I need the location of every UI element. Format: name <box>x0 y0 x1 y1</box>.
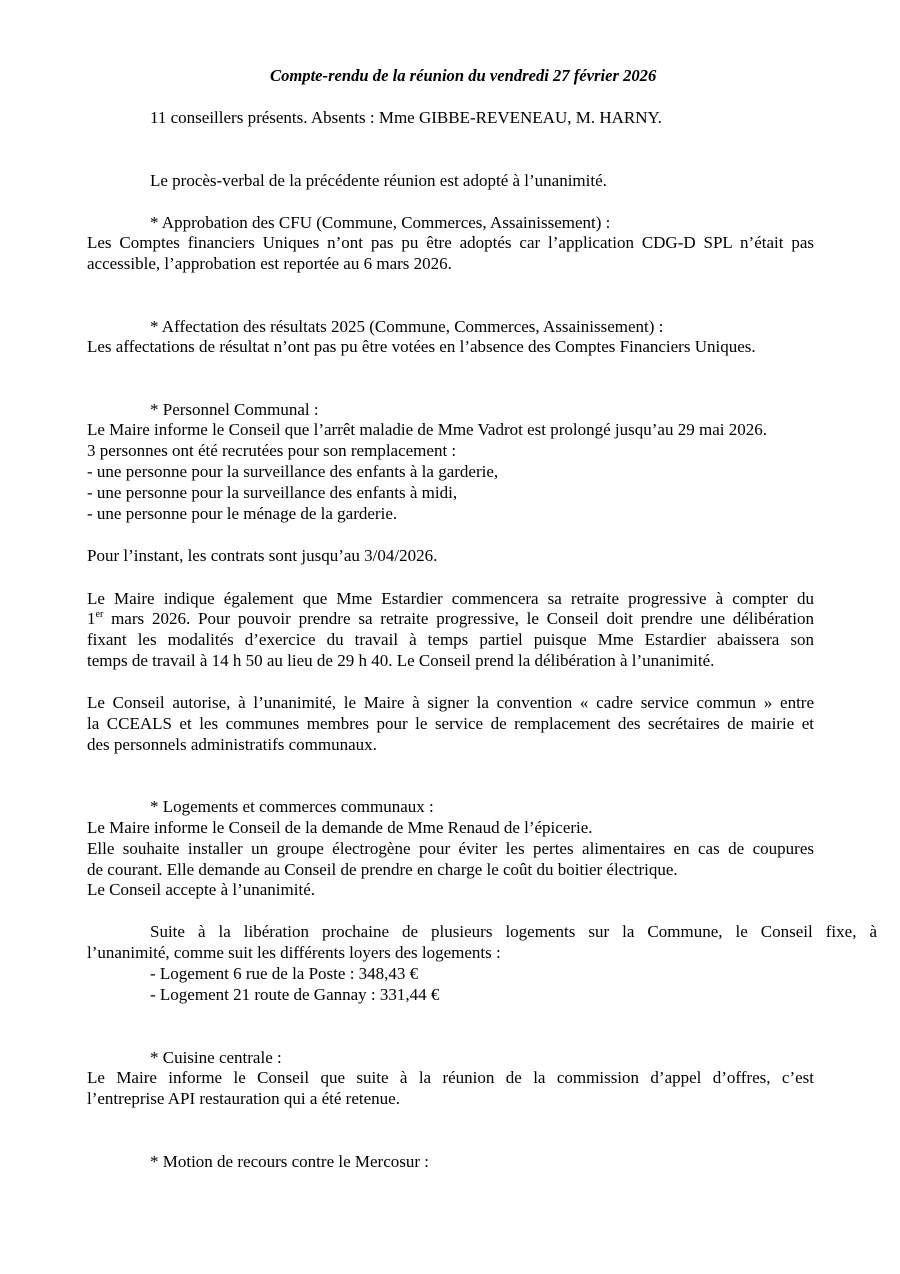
list-item: - une personne pour la surveillance des enfants à la garderie, <box>87 462 499 481</box>
personnel-text-line: 3 personnes ont été recrutées pour son remplacement : <box>87 441 457 460</box>
retirement-date-superscript: er <box>95 609 104 620</box>
cfu-text-line: Les Comptes financiers Uniques n’ont pas pu être adoptés car l’application CDG-D SPL n’était pas <box>87 233 814 252</box>
rent-item: - Logement 21 route de Gannay : 331,44 € <box>150 985 440 1004</box>
rent-text-line: Suite à la libération prochaine de plusieurs logements sur la Commune, le Conseil fixe, à <box>150 922 877 941</box>
convention-text-line: des personnels administratifs communaux. <box>87 735 377 754</box>
minutes-adopted-text: Le procès-verbal de la précédente réunion est adopté à l’unanimité. <box>150 171 607 190</box>
cfu-heading: * Approbation des CFU (Commune, Commerces, Assainissement) : <box>150 213 611 232</box>
personnel-heading: * Personnel Communal : <box>150 400 319 419</box>
kitchen-heading: * Cuisine centrale : <box>150 1048 282 1067</box>
kitchen-text-line: Le Maire informe le Conseil que suite à la réunion de la commission d’appel d’offres, c’est <box>87 1068 814 1087</box>
contracts-text: Pour l’instant, les contrats sont jusqu’au 3/04/2026. <box>87 546 438 565</box>
list-item: - une personne pour la surveillance des enfants à midi, <box>87 483 458 502</box>
retirement-date-day: 1 <box>87 609 96 628</box>
retirement-text-rest: mars 2026. Pour pouvoir prendre sa retraite progressive, le Conseil doit prendre une délibération <box>103 609 814 628</box>
housing-text-line: Elle souhaite installer un groupe électrogène pour éviter les pertes alimentaires en cas de coupures <box>87 839 814 858</box>
housing-heading: * Logements et commerces communaux : <box>150 797 434 816</box>
convention-text-line: Le Conseil autorise, à l’unanimité, le Maire à signer la convention « cadre service commun » entre <box>87 693 814 712</box>
cfu-text-line: accessible, l’approbation est reportée au 6 mars 2026. <box>87 254 452 273</box>
page-title: Compte-rendu de la réunion du vendredi 27 février 2026 <box>270 66 657 85</box>
retirement-text-line: fixant les modalités d’exercice du travail à temps partiel puisque Mme Estardier abaissera son <box>87 630 814 649</box>
list-item: - une personne pour le ménage de la garderie. <box>87 504 398 523</box>
retirement-text-line: Le Maire indique également que Mme Estardier commencera sa retraite progressive à compter du <box>87 589 814 608</box>
rent-item: - Logement 6 rue de la Poste : 348,43 € <box>150 964 419 983</box>
attendance-text: 11 conseillers présents. Absents : Mme GIBBE-REVENEAU, M. HARNY. <box>150 108 662 127</box>
housing-text-line: Le Maire informe le Conseil de la demande de Mme Renaud de l’épicerie. <box>87 818 593 837</box>
retirement-text-line: temps de travail à 14 h 50 au lieu de 29 h 40. Le Conseil prend la délibération à l’unanimité. <box>87 651 715 670</box>
housing-text-line: Le Conseil accepte à l’unanimité. <box>87 880 315 899</box>
rent-text-line: l’unanimité, comme suit les différents loyers des logements : <box>87 943 501 962</box>
convention-text-line: la CCEALS et les communes membres pour le service de remplacement des secrétaires de mairie et <box>87 714 814 733</box>
housing-text-line: de courant. Elle demande au Conseil de prendre en charge le coût du boitier électrique. <box>87 860 678 879</box>
personnel-text-line: Le Maire informe le Conseil que l’arrêt maladie de Mme Vadrot est prolongé jusqu’au 29 mai 2026. <box>87 420 767 439</box>
kitchen-text-line: l’entreprise API restauration qui a été retenue. <box>87 1089 400 1108</box>
results-heading: * Affectation des résultats 2025 (Commune, Commerces, Assainissement) : <box>150 317 664 336</box>
results-text: Les affectations de résultat n’ont pas pu être votées en l’absence des Comptes Financiers Uniques. <box>87 337 756 356</box>
mercosur-heading: * Motion de recours contre le Mercosur : <box>150 1152 429 1171</box>
